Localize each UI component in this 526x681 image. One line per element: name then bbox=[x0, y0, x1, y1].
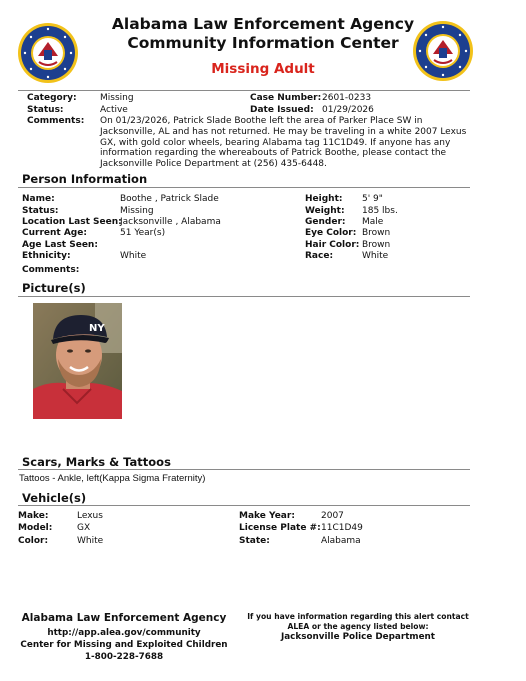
cap-logo-text: NY bbox=[89, 323, 105, 334]
weight-value: 185 lbs. bbox=[362, 206, 398, 216]
license-plate-label: License Plate #: bbox=[239, 523, 321, 533]
person-photo bbox=[33, 303, 122, 419]
gender-label: Gender: bbox=[305, 217, 346, 227]
hair-color-label: Hair Color: bbox=[305, 240, 360, 250]
marks-section-title: Scars, Marks & Tattoos bbox=[22, 455, 171, 469]
header-divider bbox=[18, 90, 470, 91]
person-status-value: Missing bbox=[120, 206, 154, 216]
footer-phone: 1-800-228-7688 bbox=[84, 652, 164, 662]
person-section-title: Person Information bbox=[22, 172, 148, 186]
footer-center: Center for Missing and Exploited Children bbox=[20, 640, 228, 650]
race-label: Race: bbox=[305, 251, 334, 261]
date-issued-value: 01/29/2026 bbox=[322, 105, 374, 115]
vehicle-year-value: 2007 bbox=[321, 511, 344, 521]
vehicle-section-title: Vehicle(s) bbox=[22, 491, 87, 505]
vehicle-model-label: Model: bbox=[18, 523, 53, 533]
footer-agency: Alabama Law Enforcement Agency bbox=[21, 612, 227, 624]
pictures-section-title: Picture(s) bbox=[22, 281, 86, 295]
case-number-label: Case Number: bbox=[250, 93, 322, 103]
category-label: Category: bbox=[27, 93, 77, 103]
vehicle-year-label: Make Year: bbox=[239, 511, 295, 521]
person-status-label: Status: bbox=[22, 206, 59, 216]
vehicle-divider bbox=[18, 505, 470, 506]
vehicle-state-label: State: bbox=[239, 536, 270, 546]
agency-title: Alabama Law Enforcement Agency bbox=[111, 15, 415, 33]
ethnicity-value: White bbox=[120, 251, 147, 261]
alert-type-title: Missing Adult bbox=[211, 61, 315, 77]
vehicle-make-value: Lexus bbox=[77, 511, 103, 521]
license-plate-value: 11C1D49 bbox=[321, 523, 363, 533]
ethnicity-label: Ethnicity: bbox=[22, 251, 71, 261]
marks-text: Tattoos - Ankle, left(Kappa Sigma Fraternity) bbox=[19, 473, 206, 484]
category-value: Missing bbox=[100, 93, 134, 103]
footer-url[interactable]: http://app.alea.gov/community bbox=[47, 628, 201, 638]
case-status-value: Active bbox=[100, 105, 128, 115]
age-value: 51 Year(s) bbox=[120, 228, 166, 238]
age-last-seen-label: Age Last Seen: bbox=[22, 240, 98, 250]
location-value: Jacksonville , Alabama bbox=[120, 217, 221, 227]
hair-color-value: Brown bbox=[362, 240, 391, 250]
weight-label: Weight: bbox=[305, 206, 345, 216]
center-title: Community Information Center bbox=[127, 34, 399, 52]
pictures-divider bbox=[18, 296, 470, 297]
eye-color-value: Brown bbox=[362, 228, 391, 238]
location-label: Location Last Seen: bbox=[22, 217, 122, 227]
vehicle-color-value: White bbox=[77, 536, 104, 546]
vehicle-make-label: Make: bbox=[18, 511, 49, 521]
name-value: Boothe , Patrick Slade bbox=[120, 194, 219, 204]
age-label: Current Age: bbox=[22, 228, 87, 238]
marks-divider bbox=[18, 469, 470, 470]
name-label: Name: bbox=[22, 194, 55, 204]
gender-value: Male bbox=[362, 217, 384, 227]
footer-contact-agency: Jacksonville Police Department bbox=[280, 632, 436, 642]
case-comments-text: On 01/23/2026, Patrick Slade Boothe left the area of Parker Place SW in Jacksonville, AL and has not returned. He may be traveling in a white 2007 Lexus GX, with gold color wheels, bearing Alabama tag 11C1D49. If anyone has any information regarding the whereabouts of Patrick Boothe, please contact the Jacksonville Police Department at (256) 435-6448. bbox=[100, 116, 467, 170]
date-issued-label: Date Issued: bbox=[250, 105, 314, 115]
case-number-value: 2601-0233 bbox=[322, 93, 372, 103]
eye-color-label: Eye Color: bbox=[305, 228, 357, 238]
case-status-label: Status: bbox=[27, 105, 64, 115]
case-comments-label: Comments: bbox=[27, 116, 85, 126]
person-comments-label: Comments: bbox=[22, 265, 80, 275]
height-label: Height: bbox=[305, 194, 343, 204]
vehicle-color-label: Color: bbox=[18, 536, 49, 546]
race-value: White bbox=[362, 251, 389, 261]
vehicle-model-value: GX bbox=[77, 523, 91, 533]
footer-contact-note: If you have information regarding this alert contact ALEA or the agency listed below: bbox=[247, 612, 469, 631]
height-value: 5' 9" bbox=[362, 194, 383, 204]
person-divider bbox=[18, 187, 470, 188]
vehicle-state-value: Alabama bbox=[321, 536, 361, 546]
